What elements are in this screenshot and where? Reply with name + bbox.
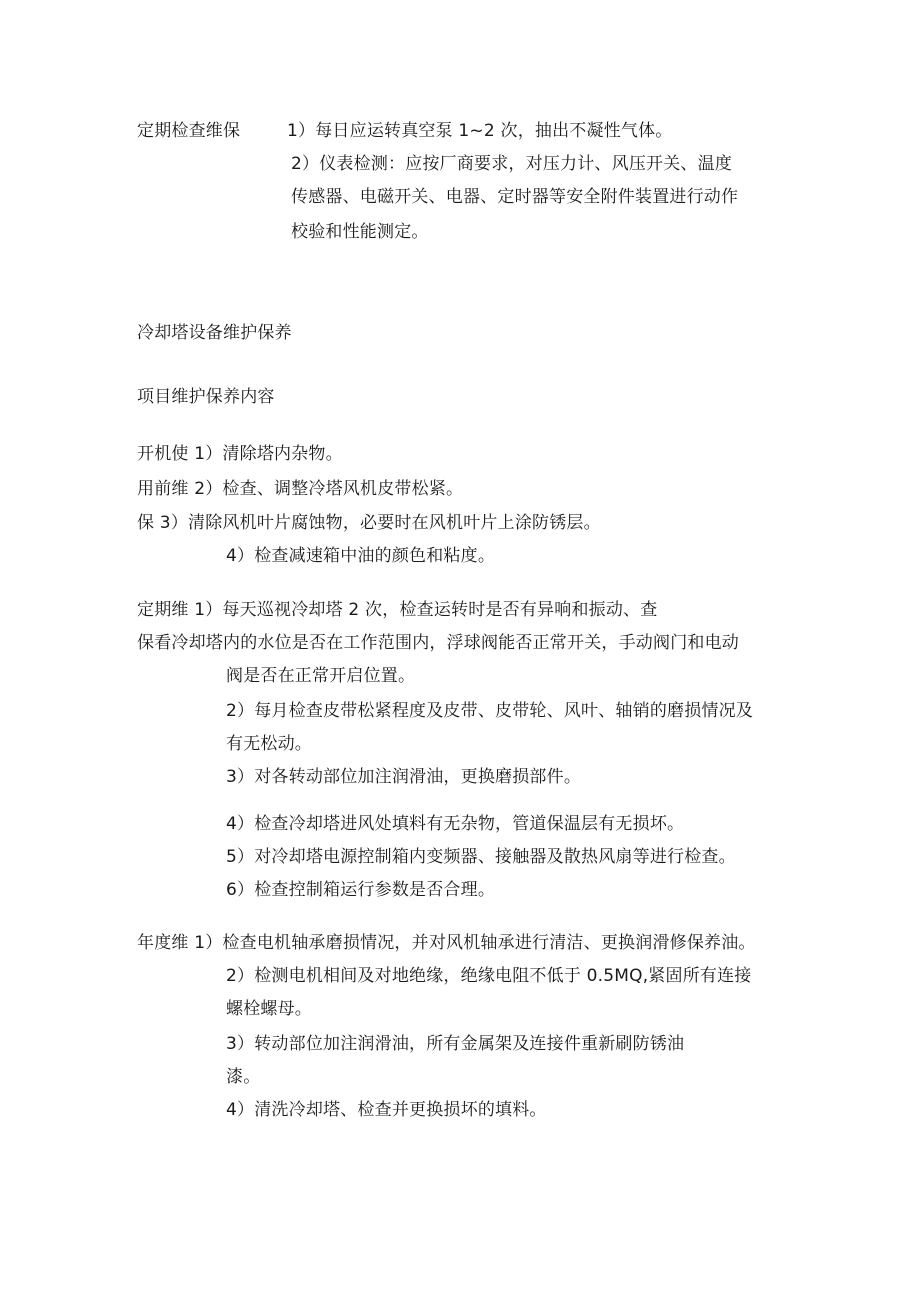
periodic-line: 定期维 1）每天巡视冷却塔 2 次，检查运转时是否有异响和振动、查 bbox=[137, 600, 658, 620]
startup-line: 保 3）清除风机叶片腐蚀物，必要时在风机叶片上涂防锈层。 bbox=[137, 513, 601, 533]
startup-line: 开机使 1）清除塔内杂物。 bbox=[137, 444, 343, 464]
periodic-line: 6）检查控制箱运行参数是否合理。 bbox=[226, 880, 496, 900]
periodic-line: 3）对各转动部位加注润滑油，更换磨损部件。 bbox=[226, 767, 582, 787]
periodic-line: 有无松动。 bbox=[226, 734, 312, 754]
annual-line: 螺栓螺母。 bbox=[226, 999, 312, 1019]
periodic-line: 4）检查冷却塔进风处填料有无杂物，管道保温层有无损坏。 bbox=[226, 814, 685, 834]
section1-item1: 1）每日应运转真空泵 1~2 次，抽出不凝性气体。 bbox=[287, 121, 673, 141]
annual-line: 3）转动部位加注润滑油，所有金属架及连接件重新刷防锈油 bbox=[226, 1034, 685, 1054]
section1-item2-line3: 校验和性能测定。 bbox=[291, 222, 429, 242]
table-header: 项目维护保养内容 bbox=[137, 387, 275, 407]
section2-title: 冷却塔设备维护保养 bbox=[137, 323, 292, 343]
periodic-line: 保看冷却塔内的水位是否在工作范围内，浮球阀能否正常开关，手动阀门和电动 bbox=[137, 633, 739, 653]
periodic-line: 5）对冷却塔电源控制箱内变频器、接触器及散热风扇等进行检查。 bbox=[226, 847, 736, 867]
annual-line: 4）清洗冷却塔、检查并更换损坏的填料。 bbox=[226, 1100, 547, 1120]
periodic-line: 2）每月检查皮带松紧程度及皮带、皮带轮、风叶、轴销的磨损情况及 bbox=[226, 701, 754, 721]
section1-item2-line1: 2）仪表检测：应按厂商要求，对压力计、风压开关、温度 bbox=[291, 154, 733, 174]
annual-line: 漆。 bbox=[226, 1067, 261, 1087]
periodic-line: 阀是否在正常开启位置。 bbox=[226, 666, 416, 686]
annual-line: 2）检测电机相间及对地绝缘，绝缘电阻不低于 0.5MQ,紧固所有连接 bbox=[226, 966, 752, 986]
startup-line: 4）检查减速箱中油的颜色和粘度。 bbox=[226, 546, 496, 566]
startup-line: 用前维 2）检查、调整冷塔风机皮带松紧。 bbox=[137, 479, 464, 499]
section1-heading: 定期检查维保 bbox=[137, 121, 241, 141]
section1-item2-line2: 传感器、电磁开关、电器、定时器等安全附件装置进行动作 bbox=[291, 187, 739, 207]
annual-line: 年度维 1）检查电机轴承磨损情况，并对风机轴承进行清洁、更换润滑修保养油。 bbox=[137, 933, 756, 953]
